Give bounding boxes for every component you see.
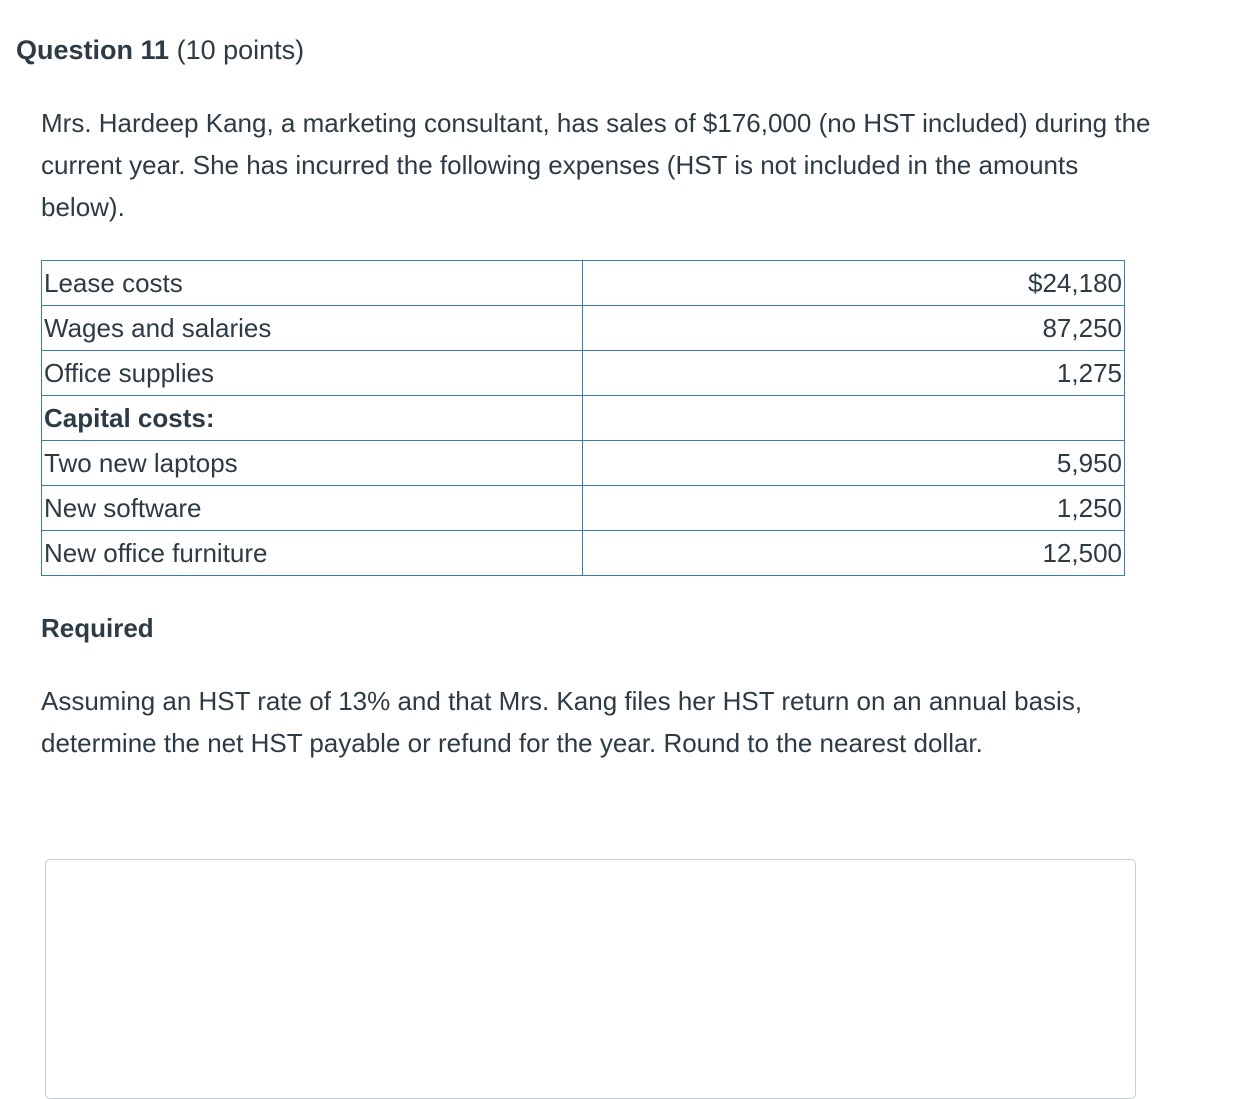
table-row (42, 531, 1125, 576)
expense-label: Lease costs (42, 261, 583, 306)
table-row (42, 486, 1125, 531)
question-body (41, 102, 1151, 764)
expense-label: Two new laptops (42, 441, 583, 486)
question-header (16, 30, 304, 70)
expense-amount (583, 396, 1125, 441)
expense-amount: 1,250 (583, 486, 1125, 531)
expense-label: Wages and salaries (42, 306, 583, 351)
expense-amount: 87,250 (583, 306, 1125, 351)
expense-amount: 12,500 (583, 531, 1125, 576)
expense-amount: 1,275 (583, 351, 1125, 396)
question-instructions: Assuming an HST rate of 13% and that Mrs. Kang files her HST return on an annual basis, determine the net HST payable or refund for the year. Round to the nearest dollar. (41, 686, 1083, 758)
capital-costs-heading: Capital costs: (42, 396, 583, 441)
expense-amount: $24,180 (583, 261, 1125, 306)
question-intro-text: Mrs. Hardeep Kang, a marketing consultant, has sales of $176,000 (no HST included) during the current year. She has incurred the following expenses (HST is not included in the amounts below). (41, 108, 1151, 222)
expenses-table (41, 260, 1125, 576)
expense-label: New office furniture (42, 531, 583, 576)
expense-amount: 5,950 (583, 441, 1125, 486)
table-row (42, 396, 1125, 441)
question-points: (10 points) (176, 35, 305, 65)
answer-text-box[interactable] (45, 859, 1136, 1099)
required-heading: Required (41, 613, 154, 643)
table-row (42, 306, 1125, 351)
question-title: Question 11 (16, 35, 170, 65)
table-row (42, 351, 1125, 396)
expense-label: Office supplies (42, 351, 583, 396)
table-row (42, 261, 1125, 306)
expense-label: New software (42, 486, 583, 531)
table-row (42, 441, 1125, 486)
